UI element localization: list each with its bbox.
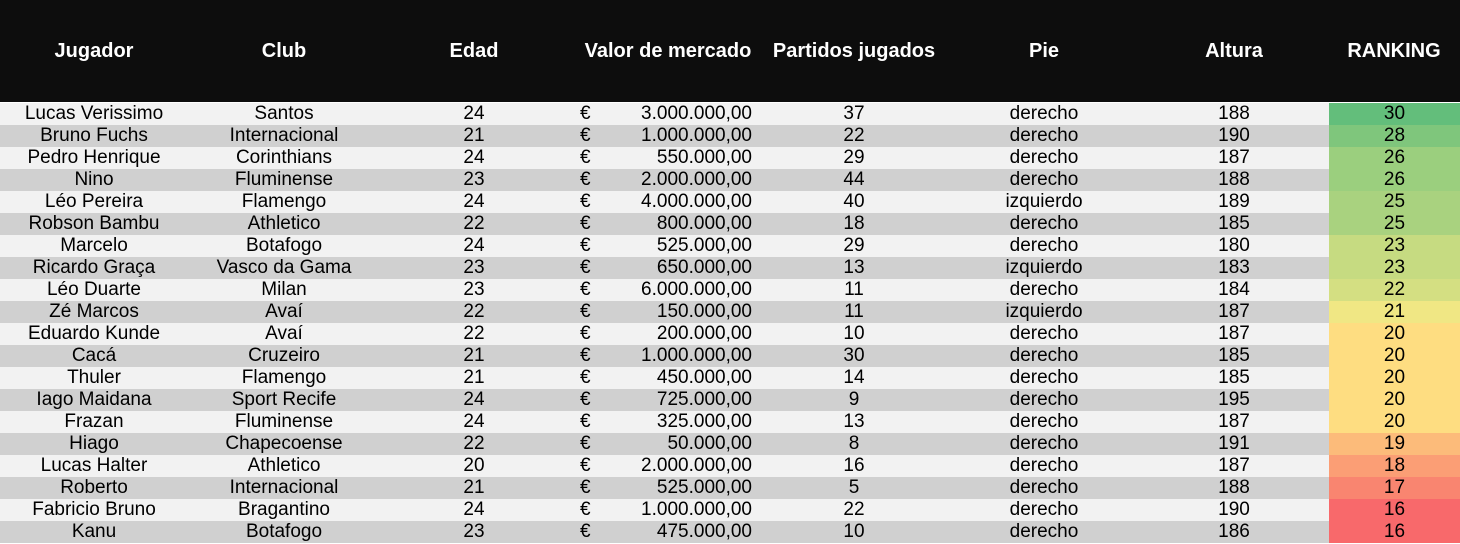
cell-ranking[interactable]: 28 [1329,125,1460,147]
cell-pie[interactable]: derecho [1009,455,1079,476]
cell-pie[interactable]: derecho [1009,389,1079,410]
header-club[interactable]: Club [261,40,307,62]
cell-euro-symbol[interactable]: € [580,499,591,520]
table-row [0,499,1460,521]
cell-euro-symbol[interactable]: € [580,125,591,146]
cell-jugador[interactable]: Eduardo Kunde [27,323,161,344]
table-row [0,103,1460,125]
cell-partidos[interactable]: 11 [844,301,864,322]
cell-jugador[interactable]: Bruno Fuchs [40,125,148,146]
cell-euro-symbol[interactable]: € [580,455,591,476]
cell-jugador[interactable]: Léo Duarte [46,279,141,300]
cell-valor-mercado[interactable]: 450.000,00 [656,367,752,388]
cell-altura[interactable]: 185 [1218,367,1250,388]
cell-euro-symbol[interactable]: € [580,191,591,212]
cell-jugador[interactable]: Hiago [69,433,119,454]
cell-edad[interactable]: 24 [463,411,485,432]
cell-club[interactable]: Athletico [247,213,321,234]
cell-partidos[interactable]: 10 [843,521,865,542]
cell-jugador[interactable]: Lucas Verissimo [24,103,164,124]
cell-jugador[interactable]: Léo Pereira [44,191,144,212]
cell-valor-mercado[interactable]: 475.000,00 [656,521,752,542]
cell-club[interactable]: Avaí [265,301,303,322]
cell-ranking[interactable]: 26 [1329,169,1460,191]
cell-pie[interactable]: derecho [1009,323,1079,344]
cell-pie[interactable]: derecho [1009,411,1079,432]
cell-pie[interactable]: derecho [1009,433,1079,454]
cell-euro-symbol[interactable]: € [580,301,591,322]
table-row [0,213,1460,235]
cell-jugador[interactable]: Roberto [60,477,128,498]
cell-pie[interactable]: derecho [1009,499,1079,520]
cell-edad[interactable]: 23 [463,169,485,190]
cell-jugador[interactable]: Ricardo Graça [32,257,156,278]
cell-altura[interactable]: 185 [1218,345,1250,366]
cell-ranking[interactable]: 25 [1329,191,1460,213]
table-row [0,279,1460,301]
table-row [0,169,1460,191]
cell-edad[interactable]: 24 [463,147,485,168]
cell-jugador[interactable]: Frazan [64,411,124,432]
cell-club[interactable]: Vasco da Gama [216,257,352,278]
cell-pie[interactable]: derecho [1009,235,1079,256]
cell-ranking[interactable]: 21 [1329,301,1460,323]
cell-altura[interactable]: 183 [1218,257,1250,278]
cell-partidos[interactable]: 14 [843,367,865,388]
cell-valor-mercado[interactable]: 550.000,00 [656,147,752,168]
cell-jugador[interactable]: Lucas Halter [40,455,148,476]
header-altura[interactable]: Altura [1205,40,1263,62]
cell-partidos[interactable]: 11 [844,279,864,300]
cell-altura[interactable]: 187 [1218,147,1250,168]
cell-ranking[interactable]: 20 [1329,389,1460,411]
cell-ranking[interactable]: 18 [1329,455,1460,477]
cell-pie[interactable]: derecho [1009,279,1079,300]
cell-valor-mercado[interactable]: 1.000.000,00 [641,125,752,146]
header-row [0,0,1460,102]
cell-partidos[interactable]: 10 [843,323,865,344]
cell-jugador[interactable]: Thuler [67,367,121,388]
table-row [0,521,1460,543]
cell-valor-mercado[interactable]: 150.000,00 [656,301,752,322]
cell-partidos[interactable]: 37 [843,103,865,124]
cell-edad[interactable]: 22 [463,213,485,234]
table-row [0,433,1460,455]
cell-pie[interactable]: derecho [1009,367,1079,388]
cell-jugador[interactable]: Robson Bambu [28,213,160,234]
cell-euro-symbol[interactable]: € [580,257,591,278]
cell-altura[interactable]: 188 [1218,169,1250,190]
cell-euro-symbol[interactable]: € [580,323,591,344]
cell-club[interactable]: Milan [261,279,307,300]
cell-partidos[interactable]: 5 [848,477,860,498]
cell-euro-symbol[interactable]: € [580,477,591,498]
cell-pie[interactable]: derecho [1009,477,1079,498]
cell-edad[interactable]: 24 [463,235,485,256]
cell-valor-mercado[interactable]: 3.000.000,00 [641,103,752,124]
cell-valor-mercado[interactable]: 525.000,00 [656,477,752,498]
cell-edad[interactable]: 21 [463,367,485,388]
cell-partidos[interactable]: 44 [843,169,865,190]
cell-jugador[interactable]: Zé Marcos [49,301,139,322]
cell-partidos[interactable]: 29 [843,235,865,256]
cell-altura[interactable]: 190 [1218,499,1250,520]
cell-ranking[interactable]: 22 [1329,279,1460,301]
cell-edad[interactable]: 22 [463,301,485,322]
cell-edad[interactable]: 24 [463,191,485,212]
table-row [0,191,1460,213]
table-row [0,389,1460,411]
cell-pie[interactable]: derecho [1009,125,1079,146]
cell-ranking[interactable]: 16 [1329,521,1460,543]
cell-edad[interactable]: 23 [463,257,485,278]
cell-valor-mercado[interactable]: 50.000,00 [667,433,752,454]
cell-altura[interactable]: 187 [1218,455,1250,476]
cell-euro-symbol[interactable]: € [580,367,591,388]
cell-club[interactable]: Internacional [229,125,339,146]
cell-ranking[interactable]: 23 [1329,235,1460,257]
cell-pie[interactable]: derecho [1009,147,1079,168]
cell-edad[interactable]: 24 [463,103,485,124]
cell-edad[interactable]: 20 [463,455,485,476]
cell-jugador[interactable]: Iago Maidana [36,389,152,410]
cell-ranking[interactable]: 20 [1329,367,1460,389]
cell-euro-symbol[interactable]: € [580,433,591,454]
cell-ranking[interactable]: 16 [1329,499,1460,521]
cell-partidos[interactable]: 40 [843,191,865,212]
cell-ranking[interactable]: 17 [1329,477,1460,499]
cell-altura[interactable]: 187 [1218,411,1250,432]
cell-altura[interactable]: 186 [1218,521,1250,542]
cell-edad[interactable]: 24 [463,499,485,520]
cell-valor-mercado[interactable]: 650.000,00 [656,257,752,278]
table-row [0,367,1460,389]
cell-euro-symbol[interactable]: € [580,279,591,300]
cell-altura[interactable]: 184 [1218,279,1250,300]
table-row [0,235,1460,257]
cell-euro-symbol[interactable]: € [580,147,591,168]
cell-partidos[interactable]: 18 [843,213,865,234]
cell-valor-mercado[interactable]: 725.000,00 [656,389,752,410]
cell-ranking[interactable]: 30 [1329,103,1460,125]
cell-ranking[interactable]: 20 [1329,323,1460,345]
cell-altura[interactable]: 185 [1218,213,1250,234]
cell-edad[interactable]: 21 [463,477,485,498]
cell-edad[interactable]: 22 [463,323,485,344]
cell-club[interactable]: Flamengo [241,367,327,388]
table-row [0,147,1460,169]
cell-euro-symbol[interactable]: € [580,213,591,234]
header-ranking[interactable]: RANKING [1347,40,1441,62]
cell-altura[interactable]: 188 [1218,103,1250,124]
table-row [0,323,1460,345]
cell-pie[interactable]: derecho [1009,169,1079,190]
cell-altura[interactable]: 190 [1218,125,1250,146]
cell-edad[interactable]: 21 [463,125,485,146]
cell-club[interactable]: Bragantino [238,499,330,520]
cell-euro-symbol[interactable]: € [580,389,591,410]
header-pie[interactable]: Pie [1028,40,1060,62]
cell-edad[interactable]: 21 [463,345,485,366]
table-row [0,125,1460,147]
cell-partidos[interactable]: 22 [843,499,865,520]
cell-ranking[interactable]: 25 [1329,213,1460,235]
cell-valor-mercado[interactable]: 525.000,00 [656,235,752,256]
cell-ranking[interactable]: 23 [1329,257,1460,279]
cell-club[interactable]: Flamengo [241,191,327,212]
header-valor-mercado[interactable]: Valor de mercado [584,40,752,62]
cell-jugador[interactable]: Pedro Henrique [27,147,161,168]
cell-partidos[interactable]: 29 [843,147,865,168]
cell-pie[interactable]: derecho [1009,345,1079,366]
cell-club[interactable]: Chapecoense [225,433,343,454]
cell-altura[interactable]: 187 [1218,323,1250,344]
cell-club[interactable]: Botafogo [245,235,323,256]
cell-pie[interactable]: izquierdo [1005,191,1083,212]
cell-partidos[interactable]: 9 [848,389,860,410]
cell-altura[interactable]: 187 [1218,301,1250,322]
cell-jugador[interactable]: Nino [74,169,114,190]
cell-club[interactable]: Cruzeiro [248,345,320,366]
cell-club[interactable]: Internacional [229,477,339,498]
cell-altura[interactable]: 189 [1218,191,1250,212]
table-body [0,103,1460,543]
cell-valor-mercado[interactable]: 1.000.000,00 [641,345,752,366]
cell-pie[interactable]: derecho [1009,103,1079,124]
cell-valor-mercado[interactable]: 4.000.000,00 [641,191,752,212]
cell-ranking[interactable]: 19 [1329,433,1460,455]
cell-jugador[interactable]: Cacá [71,345,117,366]
cell-euro-symbol[interactable]: € [580,169,591,190]
header-edad[interactable]: Edad [449,40,499,62]
cell-valor-mercado[interactable]: 200.000,00 [656,323,752,344]
cell-ranking[interactable]: 20 [1329,411,1460,433]
table-row [0,345,1460,367]
cell-club[interactable]: Fluminense [234,169,334,190]
cell-valor-mercado[interactable]: 1.000.000,00 [641,499,752,520]
cell-valor-mercado[interactable]: 800.000,00 [656,213,752,234]
cell-altura[interactable]: 191 [1218,433,1250,454]
header-partidos-jugados[interactable]: Partidos jugados [772,40,936,62]
cell-partidos[interactable]: 13 [843,411,865,432]
cell-jugador[interactable]: Marcelo [60,235,128,256]
cell-club[interactable]: Botafogo [245,521,323,542]
cell-euro-symbol[interactable]: € [580,411,591,432]
cell-club[interactable]: Avaí [265,323,303,344]
cell-edad[interactable]: 22 [463,433,485,454]
table-row [0,477,1460,499]
table-row [0,455,1460,477]
cell-club[interactable]: Santos [254,103,314,124]
cell-euro-symbol[interactable]: € [580,103,591,124]
cell-edad[interactable]: 24 [463,389,485,410]
cell-euro-symbol[interactable]: € [580,235,591,256]
cell-altura[interactable]: 195 [1218,389,1250,410]
cell-valor-mercado[interactable]: 2.000.000,00 [641,169,752,190]
cell-valor-mercado[interactable]: 2.000.000,00 [641,455,752,476]
cell-altura[interactable]: 180 [1218,235,1250,256]
cell-valor-mercado[interactable]: 325.000,00 [656,411,752,432]
cell-partidos[interactable]: 16 [843,455,865,476]
cell-edad[interactable]: 23 [463,279,485,300]
cell-euro-symbol[interactable]: € [580,345,591,366]
cell-altura[interactable]: 188 [1218,477,1250,498]
table-row [0,301,1460,323]
cell-pie[interactable]: izquierdo [1005,257,1083,278]
cell-club[interactable]: Fluminense [234,411,334,432]
cell-ranking[interactable]: 26 [1329,147,1460,169]
cell-pie[interactable]: derecho [1009,213,1079,234]
cell-partidos[interactable]: 13 [843,257,865,278]
cell-club[interactable]: Corinthians [235,147,333,168]
cell-partidos[interactable]: 22 [843,125,865,146]
cell-jugador[interactable]: Kanu [71,521,117,542]
cell-pie[interactable]: izquierdo [1005,301,1083,322]
table-row [0,411,1460,433]
cell-valor-mercado[interactable]: 6.000.000,00 [641,279,752,300]
cell-jugador[interactable]: Fabricio Bruno [32,499,156,520]
cell-edad[interactable]: 23 [463,521,485,542]
cell-club[interactable]: Sport Recife [231,389,337,410]
table-row [0,257,1460,279]
cell-club[interactable]: Athletico [247,455,321,476]
cell-partidos[interactable]: 30 [843,345,865,366]
cell-ranking[interactable]: 20 [1329,345,1460,367]
cell-partidos[interactable]: 8 [848,433,860,454]
cell-pie[interactable]: derecho [1009,521,1079,542]
cell-euro-symbol[interactable]: € [580,521,591,542]
header-jugador[interactable]: Jugador [54,40,134,62]
